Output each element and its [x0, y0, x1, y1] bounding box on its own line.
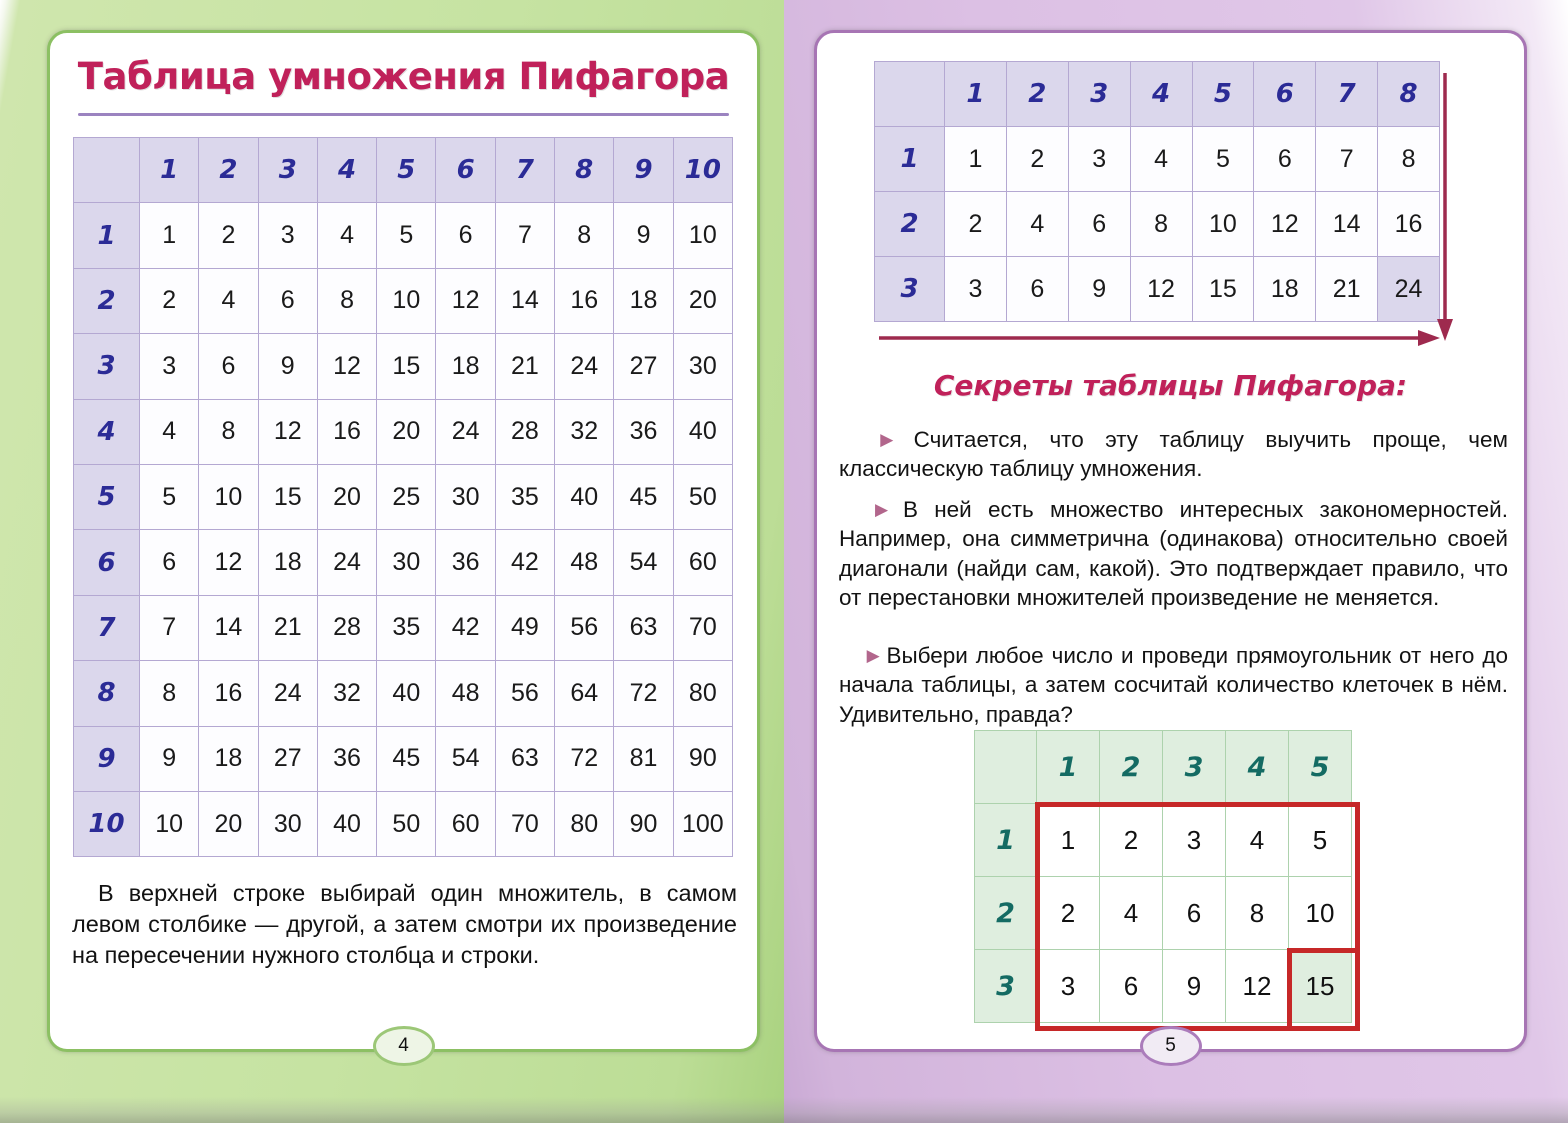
table-cell: 3: [258, 203, 317, 268]
table-cell: 21: [258, 595, 317, 660]
table-cell: 90: [673, 726, 732, 791]
table-cell: 6: [258, 268, 317, 333]
table-cell: 6: [140, 530, 199, 595]
table-row: [74, 530, 733, 595]
table-cell: 15: [377, 334, 436, 399]
column-header-cell: 2: [199, 138, 258, 203]
table-row: [875, 192, 1440, 257]
row-header-cell: 1: [875, 127, 945, 192]
table-cell: 12: [258, 399, 317, 464]
table-cell: 16: [199, 661, 258, 726]
table-cell: 35: [495, 464, 554, 529]
table-cell: 5: [377, 203, 436, 268]
table-cell: 1: [1037, 804, 1100, 877]
table-cell: 4: [317, 203, 376, 268]
table-cell: 12: [317, 334, 376, 399]
table-cell: 8: [1378, 127, 1440, 192]
table-cell: 6: [436, 203, 495, 268]
table-cell: 100: [673, 791, 732, 856]
table-cell: 72: [555, 726, 614, 791]
table-cell: 2: [1037, 877, 1100, 950]
table-cell: 36: [317, 726, 376, 791]
table-cell: 80: [673, 661, 732, 726]
bullet-triangle-icon-2: ▶: [865, 500, 898, 519]
bullet-triangle-icon-3: ▶: [865, 646, 882, 665]
table-cell: 2: [1100, 804, 1163, 877]
column-header-cell: 1: [140, 138, 199, 203]
table-cell: 45: [377, 726, 436, 791]
column-header-cell: 2: [1100, 731, 1163, 804]
row-header-cell: 2: [74, 268, 140, 333]
table-cell: 18: [436, 334, 495, 399]
table-cell: 54: [614, 530, 673, 595]
table-cell: 8: [1226, 877, 1289, 950]
table-cell: 25: [377, 464, 436, 529]
table-cell: 14: [199, 595, 258, 660]
table-row: [74, 661, 733, 726]
table-cell: 16: [555, 268, 614, 333]
row-header-cell: 8: [74, 661, 140, 726]
table-cell: 7: [140, 595, 199, 660]
table-row: [875, 257, 1440, 322]
table-cell: 1: [945, 127, 1007, 192]
table-cell: 16: [1378, 192, 1440, 257]
table-cell: 72: [614, 661, 673, 726]
table-cell: 18: [614, 268, 673, 333]
table-cell: 63: [495, 726, 554, 791]
column-header-cell: 5: [1192, 62, 1254, 127]
table-cell: 10: [1192, 192, 1254, 257]
row-header-cell: 10: [74, 791, 140, 856]
table-cell: 12: [199, 530, 258, 595]
column-header-cell: 8: [1378, 62, 1440, 127]
row-header-cell: 2: [875, 192, 945, 257]
table-row: [875, 127, 1440, 192]
table-cell: 10: [673, 203, 732, 268]
table-cell: 10: [377, 268, 436, 333]
table-cell: 1: [140, 203, 199, 268]
table-row: [74, 791, 733, 856]
table-cell: 12: [1130, 257, 1192, 322]
table-cell: 50: [673, 464, 732, 529]
table-cell: 63: [614, 595, 673, 660]
bottom-example-table: [974, 730, 1352, 1023]
column-header-cell: 4: [1130, 62, 1192, 127]
column-header-cell: 6: [1254, 62, 1316, 127]
secrets-paragraph-2-text: В ней есть множество интересных закономерностей. Например, она симметрична (одинакова) относительно своей диагонали (найди сам, какой). Это подтверждает правило, что от перестановки множителей произведение не меняется.: [839, 497, 1508, 610]
table-cell: 2: [140, 268, 199, 333]
table-cell: 49: [495, 595, 554, 660]
table-cell: 8: [140, 661, 199, 726]
table-cell: 70: [673, 595, 732, 660]
table-cell: 14: [495, 268, 554, 333]
pythagoras-multiplication-table: [73, 137, 733, 857]
table-cell: 18: [1254, 257, 1316, 322]
table-cell: 60: [436, 791, 495, 856]
table-cell: 30: [258, 791, 317, 856]
table-row: [74, 464, 733, 529]
table-cell: 5: [1289, 804, 1352, 877]
column-header-cell: 9: [614, 138, 673, 203]
table-cell: 6: [1254, 127, 1316, 192]
table-cell: 4: [1100, 877, 1163, 950]
table-cell: 24: [317, 530, 376, 595]
table-row: [975, 950, 1352, 1023]
table-cell: 12: [1226, 950, 1289, 1023]
table-cell: 7: [1316, 127, 1378, 192]
table-cell: 40: [673, 399, 732, 464]
column-header-cell: 10: [673, 138, 732, 203]
table-cell: 3: [1068, 127, 1130, 192]
table-cell: 42: [436, 595, 495, 660]
left-page-sheet: [47, 30, 760, 1056]
table-cell: 9: [140, 726, 199, 791]
secrets-heading: Секреты таблицы Пифагора:: [933, 369, 1408, 402]
column-header-cell: 3: [1163, 731, 1226, 804]
table-cell: 80: [555, 791, 614, 856]
table-cell: 9: [1068, 257, 1130, 322]
table-row: [975, 877, 1352, 950]
table-corner-cell: [74, 138, 140, 203]
table-cell: 24: [555, 334, 614, 399]
table-cell: 28: [317, 595, 376, 660]
table-corner-cell: [975, 731, 1037, 804]
table-cell: 18: [258, 530, 317, 595]
table-cell: 21: [495, 334, 554, 399]
table-cell: 3: [1163, 804, 1226, 877]
column-header-cell: 7: [495, 138, 554, 203]
highlighted-table-cell: 15: [1289, 950, 1352, 1023]
table-cell: 6: [1163, 877, 1226, 950]
table-cell: 8: [317, 268, 376, 333]
table-cell: 40: [317, 791, 376, 856]
top-example-table-wrap: [874, 61, 1474, 349]
secrets-paragraph-2: [839, 495, 1508, 612]
table-cell: 27: [614, 334, 673, 399]
table-cell: 15: [1192, 257, 1254, 322]
table-cell: 6: [1068, 192, 1130, 257]
table-cell: 45: [614, 464, 673, 529]
table-cell: 6: [199, 334, 258, 399]
table-cell: 10: [1289, 877, 1352, 950]
table-cell: 4: [1130, 127, 1192, 192]
table-cell: 12: [436, 268, 495, 333]
table-cell: 36: [614, 399, 673, 464]
table-cell: 2: [1006, 127, 1068, 192]
page-number-left: 4: [373, 1026, 435, 1066]
table-cell: 27: [258, 726, 317, 791]
column-header-cell: 7: [1316, 62, 1378, 127]
top-example-table: [874, 61, 1440, 322]
column-header-cell: 1: [1037, 731, 1100, 804]
table-cell: 70: [495, 791, 554, 856]
table-cell: 7: [495, 203, 554, 268]
table-cell: 18: [199, 726, 258, 791]
table-cell: 4: [140, 399, 199, 464]
table-cell: 4: [1006, 192, 1068, 257]
table-cell: 60: [673, 530, 732, 595]
table-cell: 8: [555, 203, 614, 268]
bottom-example-table-wrap: [974, 730, 1364, 1020]
column-header-cell: 2: [1006, 62, 1068, 127]
table-cell: 56: [495, 661, 554, 726]
table-cell: 90: [614, 791, 673, 856]
table-cell: 12: [1254, 192, 1316, 257]
title-divider: [78, 113, 729, 116]
secrets-paragraph-1-text: Считается, что эту таблицу выучить проще, чем классическую таблицу умножения.: [839, 427, 1508, 482]
secrets-paragraph-3-text: Выбери любое число и проведи прямоугольник от него до начала таблицы, а затем сосчитай количество клеточек в нём. Удивительно, правда?: [839, 643, 1508, 727]
table-row: [74, 726, 733, 791]
table-cell: 20: [377, 399, 436, 464]
secrets-paragraph-3: [839, 641, 1508, 729]
column-header-cell: 5: [1289, 731, 1352, 804]
table-cell: 3: [140, 334, 199, 399]
table-cell: 64: [555, 661, 614, 726]
secrets-paragraph-1: [839, 425, 1508, 484]
row-header-cell: 3: [875, 257, 945, 322]
right-page: [784, 0, 1568, 1123]
row-header-cell: 5: [74, 464, 140, 529]
table-corner-cell: [875, 62, 945, 127]
page-title: Таблица умножения Пифагора: [77, 55, 730, 98]
table-cell: 8: [199, 399, 258, 464]
table-cell: 9: [1163, 950, 1226, 1023]
table-row: [74, 203, 733, 268]
table-cell: 15: [258, 464, 317, 529]
table-cell: 9: [258, 334, 317, 399]
table-cell: 2: [945, 192, 1007, 257]
row-header-cell: 1: [975, 804, 1037, 877]
table-cell: 81: [614, 726, 673, 791]
table-cell: 8: [1130, 192, 1192, 257]
table-cell: 6: [1100, 950, 1163, 1023]
table-cell: 9: [614, 203, 673, 268]
column-header-cell: 4: [1226, 731, 1289, 804]
column-header-cell: 4: [317, 138, 376, 203]
table-cell: 30: [377, 530, 436, 595]
table-cell: 20: [673, 268, 732, 333]
table-cell: 30: [436, 464, 495, 529]
table-cell: 2: [199, 203, 258, 268]
table-header-row: [74, 138, 733, 203]
row-header-cell: 4: [74, 399, 140, 464]
table-cell: 3: [945, 257, 1007, 322]
row-header-cell: 2: [975, 877, 1037, 950]
table-cell: 48: [436, 661, 495, 726]
table-cell: 32: [317, 661, 376, 726]
table-cell: 24: [258, 661, 317, 726]
table-cell: 10: [199, 464, 258, 529]
table-cell: 35: [377, 595, 436, 660]
table-cell: 24: [436, 399, 495, 464]
table-cell: 20: [317, 464, 376, 529]
row-header-cell: 3: [74, 334, 140, 399]
table-cell: 3: [1037, 950, 1100, 1023]
table-cell: 40: [555, 464, 614, 529]
table-cell: 48: [555, 530, 614, 595]
highlighted-table-cell: 24: [1378, 257, 1440, 322]
table-cell: 40: [377, 661, 436, 726]
table-row: [74, 334, 733, 399]
table-cell: 4: [199, 268, 258, 333]
left-page-caption: В верхней строке выбирай один множитель, в самом левом столбике — другой, а затем смотри их произведение на пересечении нужного столбца и строки.: [72, 880, 737, 969]
table-row: [74, 595, 733, 660]
row-header-cell: 6: [74, 530, 140, 595]
table-cell: 50: [377, 791, 436, 856]
table-cell: 36: [436, 530, 495, 595]
table-cell: 21: [1316, 257, 1378, 322]
column-header-cell: 6: [436, 138, 495, 203]
row-header-cell: 7: [74, 595, 140, 660]
table-cell: 30: [673, 334, 732, 399]
table-row: [975, 804, 1352, 877]
row-header-cell: 1: [74, 203, 140, 268]
table-cell: 32: [555, 399, 614, 464]
vertical-arrow-head: [1437, 319, 1453, 341]
table-cell: 28: [495, 399, 554, 464]
column-header-cell: 3: [1068, 62, 1130, 127]
horizontal-arrow-head: [1418, 330, 1440, 346]
row-header-cell: 3: [975, 950, 1037, 1023]
table-row: [74, 268, 733, 333]
page-number-right: 5: [1140, 1026, 1202, 1066]
table-cell: 6: [1006, 257, 1068, 322]
row-header-cell: 9: [74, 726, 140, 791]
table-header-row: [875, 62, 1440, 127]
table-header-row: [975, 731, 1352, 804]
column-header-cell: 3: [258, 138, 317, 203]
column-header-cell: 1: [945, 62, 1007, 127]
table-row: [74, 399, 733, 464]
table-cell: 4: [1226, 804, 1289, 877]
table-cell: 20: [199, 791, 258, 856]
table-cell: 54: [436, 726, 495, 791]
table-cell: 56: [555, 595, 614, 660]
table-cell: 5: [140, 464, 199, 529]
table-cell: 42: [495, 530, 554, 595]
table-cell: 16: [317, 399, 376, 464]
bullet-triangle-icon-1: ▶: [865, 430, 909, 449]
table-cell: 5: [1192, 127, 1254, 192]
table-cell: 10: [140, 791, 199, 856]
table-cell: 14: [1316, 192, 1378, 257]
column-header-cell: 8: [555, 138, 614, 203]
column-header-cell: 5: [377, 138, 436, 203]
